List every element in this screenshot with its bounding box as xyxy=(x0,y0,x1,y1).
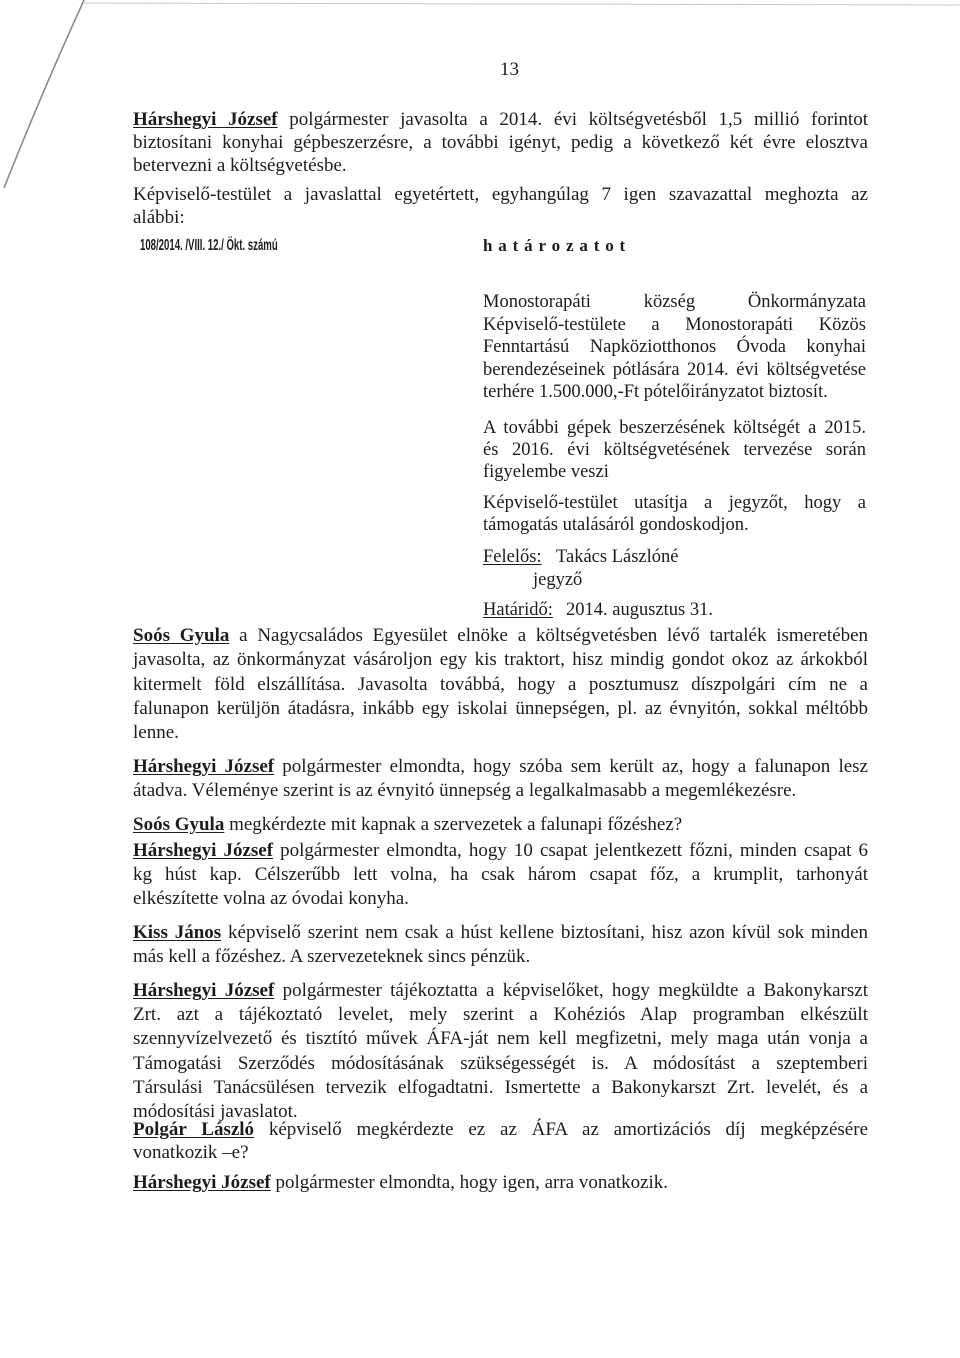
deadline-label: Határidő: xyxy=(483,600,553,620)
speaker-name: Kiss János xyxy=(133,922,222,943)
resolution-heading: h a t á r o z a t o t xyxy=(483,236,627,255)
paragraph-line: átadva. Véleménye szerint is az évnyitó ünnepség a legalkalmasabb a megemlékezésre. xyxy=(133,780,797,801)
line-text: polgármester elmondta, hogy igen, arra vonatkozik. xyxy=(275,1172,669,1193)
resolution-line: figyelembe veszi xyxy=(483,462,609,482)
paragraph-line: szennyvízelvezető és tisztító művek ÁFA-ját nem kell megfizetni, mely maga után vonja a xyxy=(133,1028,868,1050)
line-text: képviselő megkérdezte ez az ÁFA az amortizációs díj megképzésére xyxy=(268,1119,869,1140)
resolution-line: Képviselő-testület utasítja a jegyzőt, hogy a xyxy=(483,493,866,513)
line-text: a Nagycsaládos Egyesület elnöke a költségvetésben lévő tartalék ismeretében xyxy=(239,625,869,646)
paragraph-line xyxy=(133,1118,868,1141)
speaker-name: Hárshegyi József xyxy=(133,1172,271,1193)
line-text: polgármester elmondta, hogy 10 csapat jelentkezett főzni, minden csapat 6 xyxy=(280,840,868,861)
paragraph-line: biztosítani konyhai gépbeszerzésre, a további igényt, pedig a következő két évre elosztva xyxy=(133,132,868,153)
line-text: megkérdezte mit kapnak a szervezetek a falunapi főzéshez? xyxy=(229,814,683,835)
speaker-name: Polgár László xyxy=(133,1119,255,1140)
line-text: képviselő szerint nem csak a húst kellene biztosítani, hisz azon kívül sok minden xyxy=(228,922,869,943)
paragraph-soos-question xyxy=(133,813,868,837)
paragraph-vote xyxy=(133,183,868,229)
responsible-title: jegyző xyxy=(533,570,583,590)
page-number: 13 xyxy=(500,59,519,80)
paragraph-line: módosítási javaslatot. xyxy=(133,1101,298,1123)
speaker-name: Hárshegyi József xyxy=(133,980,275,1001)
paragraph-mayor-answer xyxy=(133,1171,868,1195)
paragraph-line: vonatkozik –e? xyxy=(133,1142,249,1163)
speaker-name: Soós Gyula xyxy=(133,814,225,835)
paragraph-line: betervezni a költségvetésbe. xyxy=(133,155,347,176)
paragraph-line xyxy=(133,979,868,1003)
resolution-body-instruction xyxy=(483,492,866,536)
paragraph-line: lenne. xyxy=(133,722,179,743)
paragraph-line: kg húst kap. Célszerűbb lett volna, ha csak három csapat főz, a krumplit, tarhonyát xyxy=(133,864,868,885)
resolution-line: terhére 1.500.000,-Ft pótelőirányzatot biztosít. xyxy=(483,382,828,402)
line-text: polgármester tájékoztatta a képviselőket, hogy megküldte a Bakonykarszt xyxy=(282,980,868,1001)
resolution-line: Képviselő-testülete a Monostorapáti Közös xyxy=(483,314,866,335)
responsible-label: Felelős: xyxy=(483,547,542,567)
resolution-line: támogatás utalásáról gondoskodjon. xyxy=(483,515,749,535)
paragraph-line xyxy=(133,108,868,131)
resolution-body-future-budget xyxy=(483,417,866,483)
paragraph-line: kitermelt föld elszállítása. Javasolta továbbá, hogy a posztumusz díszpolgári cím ne a xyxy=(133,673,868,695)
paragraph-mayor-bakonykarszt xyxy=(133,979,868,1124)
paragraph-mayor-reply-ceremony xyxy=(133,755,868,803)
paragraph-line xyxy=(133,624,868,648)
resolution-line: Fenntartású Napköziotthonos Óvoda konyhai xyxy=(483,337,866,357)
paragraph-line: más kell a főzéshez. A szervezeteknek sincs pénzük. xyxy=(133,945,531,967)
line-text: polgármester javasolta a 2014. évi költségvetésből 1,5 millió forintot xyxy=(289,109,868,130)
speaker-name: Soós Gyula xyxy=(133,625,230,646)
responsible-name: Takács Lászlóné xyxy=(556,547,679,567)
resolution-line: berendezéseinek pótlására 2014. évi költségvetése xyxy=(483,359,866,380)
resolution-number: 108/2014. /VIII. 12./ Ökt. számú xyxy=(140,237,278,254)
paragraph-soos-proposal xyxy=(133,624,868,745)
paragraph-polgar-question xyxy=(133,1118,868,1164)
resolution-body-funding xyxy=(483,291,866,404)
speaker-name: Hárshegyi József xyxy=(133,109,278,130)
paragraph-line: Támogatási Szerződés módosításának szükségességét is. A módosítást a szeptemberi xyxy=(133,1052,868,1074)
paragraph-line: Képviselő-testület a javaslattal egyetértett, egyhangúlag 7 igen szavazattal meghozta az xyxy=(133,184,868,205)
paragraph-line xyxy=(133,813,868,837)
paragraph-kiss-comment xyxy=(133,921,868,968)
paragraph-line xyxy=(133,755,868,779)
paragraph-line xyxy=(133,1171,868,1195)
paragraph-line xyxy=(133,839,868,863)
paragraph-line: falunapon kerüljön átadásra, inkább egy iskolai ünnepségen, pl. az évnyitón, sokkal méltóbb xyxy=(133,697,868,719)
speaker-name: Hárshegyi József xyxy=(133,756,275,777)
paragraph-line xyxy=(133,921,868,945)
paragraph-line: Zrt. azt a tájékoztató levelet, mely szerint a Kohéziós Alap programban elkészült xyxy=(133,1004,868,1026)
paragraph-line: alábbi: xyxy=(133,207,185,228)
paragraph-line: elkészítette volna az óvodai konyha. xyxy=(133,888,409,909)
paragraph-line: Társulási Tanácsülésen tervezik elfogadtatni. Ismertette a Bakonykarszt Zrt. levelét, és a xyxy=(133,1076,868,1098)
resolution-line: és 2016. évi költségvetésének tervezése során xyxy=(483,440,866,460)
paragraph-line: javasolta, az önkormányzat vásároljon egy kis traktort, hisz mindig gondot okoz az árkokból xyxy=(133,649,868,671)
paragraph-mayor-cooking-teams xyxy=(133,839,868,911)
speaker-name: Hárshegyi József xyxy=(133,840,274,861)
deadline-value: 2014. augusztus 31. xyxy=(566,600,713,620)
resolution-line: Monostorapáti község Önkormányzata xyxy=(483,292,866,312)
paragraph-mayor-proposal xyxy=(133,108,868,177)
line-text: polgármester elmondta, hogy szóba sem került az, hogy a falunapon lesz xyxy=(282,756,868,777)
resolution-line: A további gépek beszerzésének költségét a 2015. xyxy=(483,418,866,438)
